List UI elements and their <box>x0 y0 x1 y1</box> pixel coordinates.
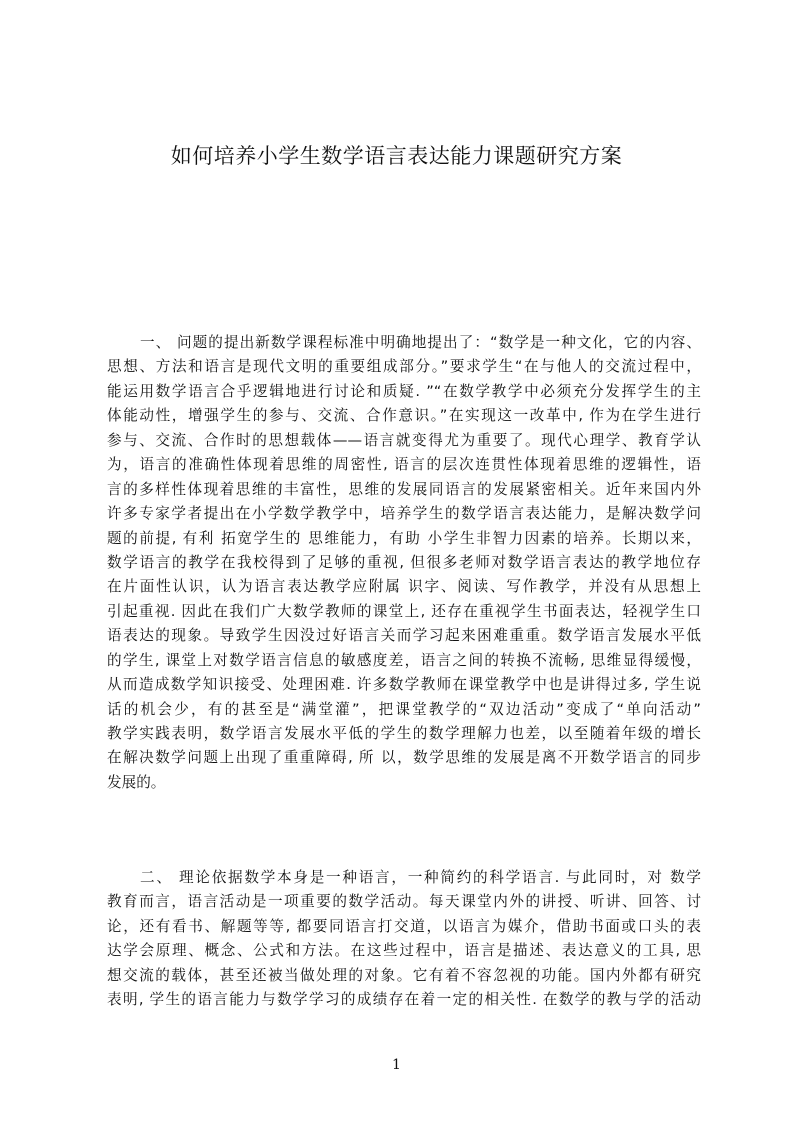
paragraph-line: 发展的。 <box>107 773 166 791</box>
paragraph-line: 参与、交流、合作时的思想载体——语言就变得尤为重要了。现代心理学、教育学认 <box>107 431 701 449</box>
paragraph-line: 思想、方法和语言是现代文明的重要组成部分。”要求学生“在与他人的交流过程中， <box>107 358 701 376</box>
paragraph-line: 表明, 学生的语言能力与数学学习的成绩存在着一定的相关性. 在数学的教与学的活动 <box>107 991 701 1009</box>
paragraph-line: 一、 问题的提出新数学课程标准中明确地提出了：“数学是一种文化，它的内容、 <box>140 334 701 351</box>
paragraph-line: 为，语言的准确性体现着思维的周密性, 语言的层次连贯性体现着思维的逻辑性，语 <box>107 456 701 474</box>
paragraph-line: 教学实践表明，数学语言发展水平低的学生的数学理解力也差，以至随着年级的增长 <box>107 725 701 742</box>
section-2-theory <box>107 866 701 1013</box>
paragraph-line: 能运用数学语言合乎逻辑地进行讨论和质疑. ”“在数学教学中必须充分发挥学生的主 <box>107 382 701 400</box>
paragraph-line: 在片面性认识，认为语言表达教学应附属 识字、阅读、写作教学，并没有从思想上 <box>107 578 701 596</box>
paragraph-line: 的学生, 课堂上对数学语言信息的敏感度差，语言之间的转换不流畅, 思维显得缓慢， <box>107 651 701 669</box>
paragraph-line: 语表达的现象。导致学生因没过好语言关而学习起来困难重重。数学语言发展水平低 <box>107 627 701 645</box>
paragraph-line: 教育而言，语言活动是一项重要的数学活动。每天课堂内外的讲授、听讲、回答、讨 <box>107 893 701 911</box>
paragraph-line: 论，还有看书、解题等等, 都要同语言打交道，以语言为媒介，借助书面或口头的表 <box>107 917 701 935</box>
paragraph-line: 许多专家学者提出在小学数学教学中，培养学生的数学语言表达能力，是解决数学问 <box>107 505 701 523</box>
paragraph-line: 话的机会少，有的甚至是“满堂灌”，把课堂教学的“双边活动”变成了“单向活动” <box>107 700 701 718</box>
section-1-problem <box>107 331 701 795</box>
paragraph-line: 在解决数学问题上出现了重重障碍, 所 以，数学思维的发展是离不开数学语言的同步 <box>107 749 701 767</box>
page-number: 1 <box>392 1057 401 1073</box>
paragraph-line: 言的多样性体现着思维的丰富性，思维的发展同语言的发展紧密相关。近年来国内外 <box>107 480 701 498</box>
paragraph-line: 体能动性，增强学生的参与、交流、合作意识。”在实现这一改革中, 作为在学生进行 <box>107 407 701 425</box>
paragraph-line: 达学会原理、概念、公式和方法。在这些过程中，语言是描述、表达意义的工具, 思 <box>107 942 701 960</box>
paragraph-line: 从而造成数学知识接受、处理困难. 许多数学教师在课堂教学中也是讲得过多, 学生说 <box>107 676 701 694</box>
paragraph-line: 二、 理论依据数学本身是一种语言，一种简约的科学语言. 与此同时，对 数学 <box>140 869 701 886</box>
paragraph-line: 题的前提, 有利 拓宽学生的 思维能力，有助 小学生非智力因素的培养。长期以来， <box>107 529 701 547</box>
paragraph-line: 想交流的载体，甚至还被当做处理的对象。它有着不容忽视的功能。国内外都有研究 <box>107 966 701 984</box>
paragraph-line: 数学语言的教学在我校得到了足够的重视, 但很多老师对数学语言表达的教学地位存 <box>107 553 701 571</box>
paragraph-line: 引起重视. 因此在我们广大数学教师的课堂上, 还存在重视学生书面表达，轻视学生口 <box>107 602 701 620</box>
document-title: 如何培养小学生数学语言表达能力课题研究方案 <box>170 144 623 168</box>
